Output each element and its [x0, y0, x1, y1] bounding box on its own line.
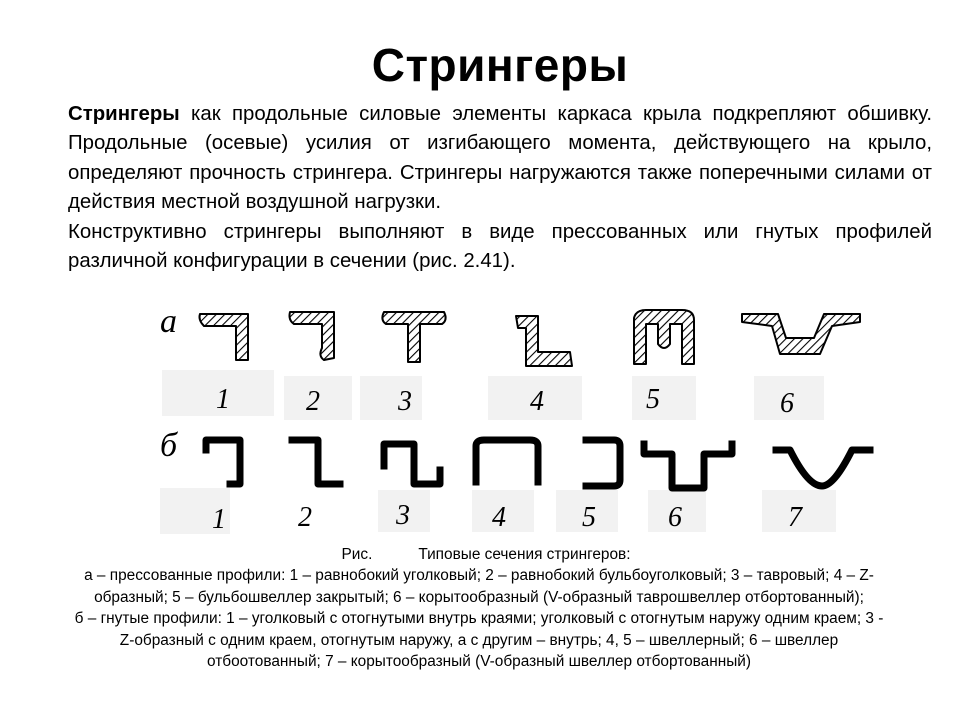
paragraph-1-lead: Стрингеры [68, 103, 180, 125]
row-a-number-4: 4 [530, 386, 544, 417]
row-a-number-5: 5 [646, 384, 660, 415]
bent-channel-profile-4 [476, 440, 538, 482]
caption-line-b: б – гнутые профили: 1 – уголковый с отогнутыми внутрь краями; уголковый с отогнутым наружу одним краем; 3 - Z-образный с одним краем, отогнутым наружу, а с другим – внутрь; 4, 5 – швеллерный; 6 – швеллер отбоотованный; 7 – корытообразный (V-образный швеллер отбортованный) [74, 610, 884, 671]
stringer-sections-figure [158, 304, 938, 540]
extruded-bulb-angle-profile [290, 312, 335, 360]
paragraph-2: Конструктивно стрингеры выполняют в виде прессованных или гнутых профилей различной конфигурации в сечении (рис. 2.41). [68, 220, 932, 273]
row-a-number-1: 1 [216, 384, 230, 415]
bent-angle-outward-lip-profile [292, 440, 340, 484]
row-b-number-1: 1 [212, 504, 226, 535]
row-b-label: б [160, 427, 178, 464]
row-a-label: а [160, 304, 177, 340]
slide-title: Стрингеры [371, 39, 629, 91]
label-patch [360, 376, 422, 420]
bent-flanged-channel-profile [644, 444, 732, 488]
body-text [68, 100, 932, 276]
row-a-number-3: 3 [398, 386, 412, 417]
figure-caption [70, 544, 888, 672]
bent-hat-v-profile [776, 450, 870, 486]
row-b-number-3: 3 [396, 500, 410, 531]
extruded-t-profile [382, 312, 445, 362]
row-a-number-6: 6 [780, 388, 794, 419]
extruded-closed-bulb-channel-profile [634, 310, 694, 364]
caption-line-a: а – прессованные профили: 1 – равнобокий уголковый; 2 – равнобокий бульбоуголковый; 3 – тавровый; 4 – Z-образный; 5 – бульбошвеллер закрытый; 6 – корытообразный (V-образный таврошвеллер отбортованный); [84, 567, 874, 606]
bent-channel-profile-5 [586, 440, 620, 486]
bent-angle-inward-lips-profile [206, 440, 240, 484]
row-a-number-2: 2 [306, 386, 320, 417]
label-patch [632, 376, 696, 420]
row-b-number-5: 5 [582, 502, 596, 533]
row-b-number-6: 6 [668, 502, 682, 533]
extruded-z-profile [516, 316, 572, 366]
caption-fig-label: Рис. [341, 546, 373, 563]
bent-z-profile [384, 444, 440, 484]
caption-fig-title: Типовые сечения стрингеров: [418, 546, 631, 563]
extruded-angle-profile [200, 314, 249, 360]
row-b-number-7: 7 [788, 502, 802, 533]
row-b-number-2: 2 [298, 502, 312, 533]
extruded-hat-tee-profile [742, 314, 860, 354]
caption-heading [70, 544, 888, 565]
row-b-number-4: 4 [492, 502, 506, 533]
stringer-sections-drawing [158, 304, 938, 540]
paragraph-1 [68, 100, 932, 218]
paragraph-1-rest: как продольные силовые элементы каркаса крыла подкрепляют обшивку. Продольные (осевые) усилия от изгибающего момента, действующего на крыло, определяют прочность стрингера. Стрингеры нагружаются также поперечными силами от действия местной воздушной нагрузки. [68, 103, 932, 214]
